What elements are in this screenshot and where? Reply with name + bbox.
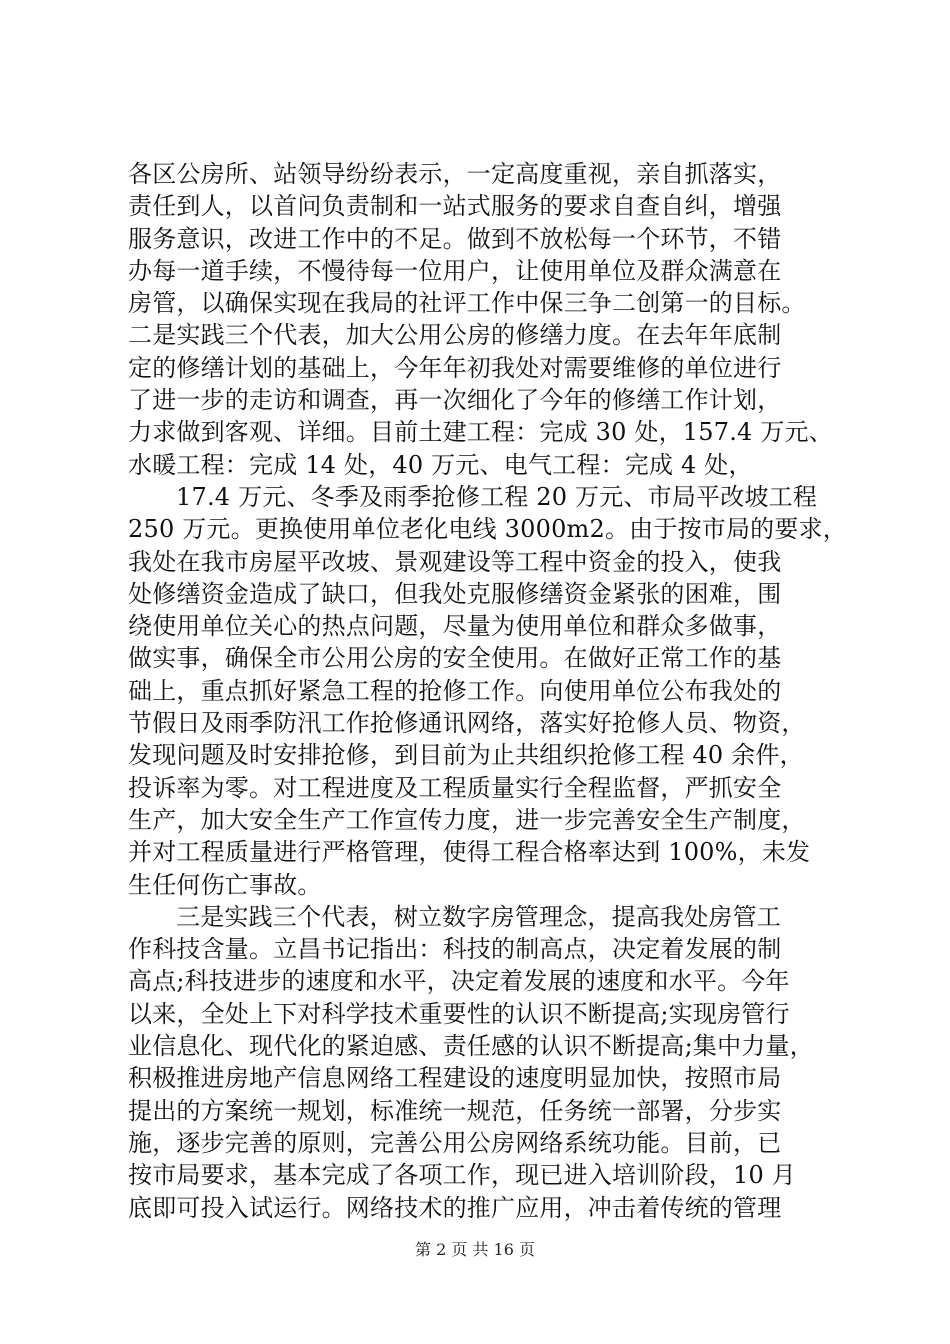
- text-line: 房管，以确保实现在我局的社评工作中保三争二创第一的目标。: [128, 289, 806, 318]
- text-line: 生任何伤亡事故。: [128, 870, 322, 899]
- text-line: 作科技含量。立昌书记指出：科技的制高点，决定着发展的制: [128, 935, 782, 964]
- text-line: 积极推进房地产信息网络工程建设的速度明显加快，按照市局: [128, 1064, 782, 1093]
- text-line: 二是实践三个代表，加大公用公房的修缮力度。在去年年底制: [128, 321, 782, 350]
- text-line: 以来，全处上下对科学技术重要性的认识不断提高;实现房管行: [128, 999, 790, 1028]
- text-line: 办每一道手续，不慢待每一位用户，让使用单位及群众满意在: [128, 256, 782, 285]
- text-line: 高点;科技进步的速度和水平，决定着发展的速度和水平。今年: [128, 967, 790, 996]
- text-line: 节假日及雨季防汛工作抢修通讯网络，落实好抢修人员、物资，: [128, 709, 806, 738]
- text-line: 责任到人，以首问负责制和一站式服务的要求自查自纠，增强: [128, 192, 782, 221]
- text-line: 施，逐步完善的原则，完善公用公房网络系统功能。目前，已: [128, 1128, 782, 1157]
- text-line: 了进一步的走访和调查，再一次细化了今年的修缮工作计划，: [128, 386, 782, 415]
- text-line: 业信息化、现代化的紧迫感、责任感的认识不断提高;集中力量，: [128, 1032, 814, 1061]
- text-line: 投诉率为零。对工程进度及工程质量实行全程监督，严抓安全: [128, 773, 782, 802]
- text-line: 250 万元。更换使用单位老化电线 3000m2。由于按市局的要求，: [128, 515, 847, 544]
- text-line: 力求做到客观、详细。目前土建工程：完成 30 处，157.4 万元、: [128, 418, 833, 447]
- text-line: 各区公房所、站领导纷纷表示，一定高度重视，亲自抓落实，: [128, 160, 782, 188]
- text-line: 17.4 万元、冬季及雨季抢修工程 20 万元、市局平改坡工程: [176, 482, 818, 511]
- text-line: 生产，加大安全生产工作宣传力度，进一步完善安全生产制度，: [128, 805, 806, 834]
- text-line: 础上，重点抓好紧急工程的抢修工作。向使用单位公布我处的: [128, 676, 782, 705]
- text-line: 我处在我市房屋平改坡、景观建设等工程中资金的投入，使我: [128, 547, 782, 576]
- text-line: 按市局要求，基本完成了各项工作，现已进入培训阶段，10 月: [128, 1161, 796, 1190]
- text-line: 做实事，确保全市公用公房的安全使用。在做好正常工作的基: [128, 644, 782, 673]
- text-line: 水暖工程：完成 14 处，40 万元、电气工程：完成 4 处，: [128, 450, 753, 479]
- text-line: 并对工程质量进行严格管理，使得工程合格率达到 100%，未发: [128, 838, 811, 867]
- text-line: 提出的方案统一规划，标准统一规范，任务统一部署，分步实: [128, 1096, 782, 1125]
- text-line: 处修缮资金造成了缺口，但我处克服修缮资金紧张的困难，围: [128, 579, 782, 608]
- text-line: 三是实践三个代表，树立数字房管理念，提高我处房管工: [176, 902, 781, 931]
- text-line: 发现问题及时安排抢修，到目前为止共组织抢修工程 40 余件，: [128, 741, 804, 770]
- text-line: 服务意识，改进工作中的不足。做到不放松每一个环节，不错: [128, 224, 782, 253]
- page-footer: 第 2 页 共 16 页: [415, 1240, 535, 1259]
- text-line: 定的修缮计划的基础上，今年年初我处对需要维修的单位进行: [128, 353, 782, 382]
- text-line: 绕使用单位关心的热点问题，尽量为使用单位和群众多做事，: [128, 612, 782, 641]
- text-line: 底即可投入试运行。网络技术的推广应用，冲击着传统的管理: [128, 1193, 782, 1222]
- body-text: [128, 158, 848, 1224]
